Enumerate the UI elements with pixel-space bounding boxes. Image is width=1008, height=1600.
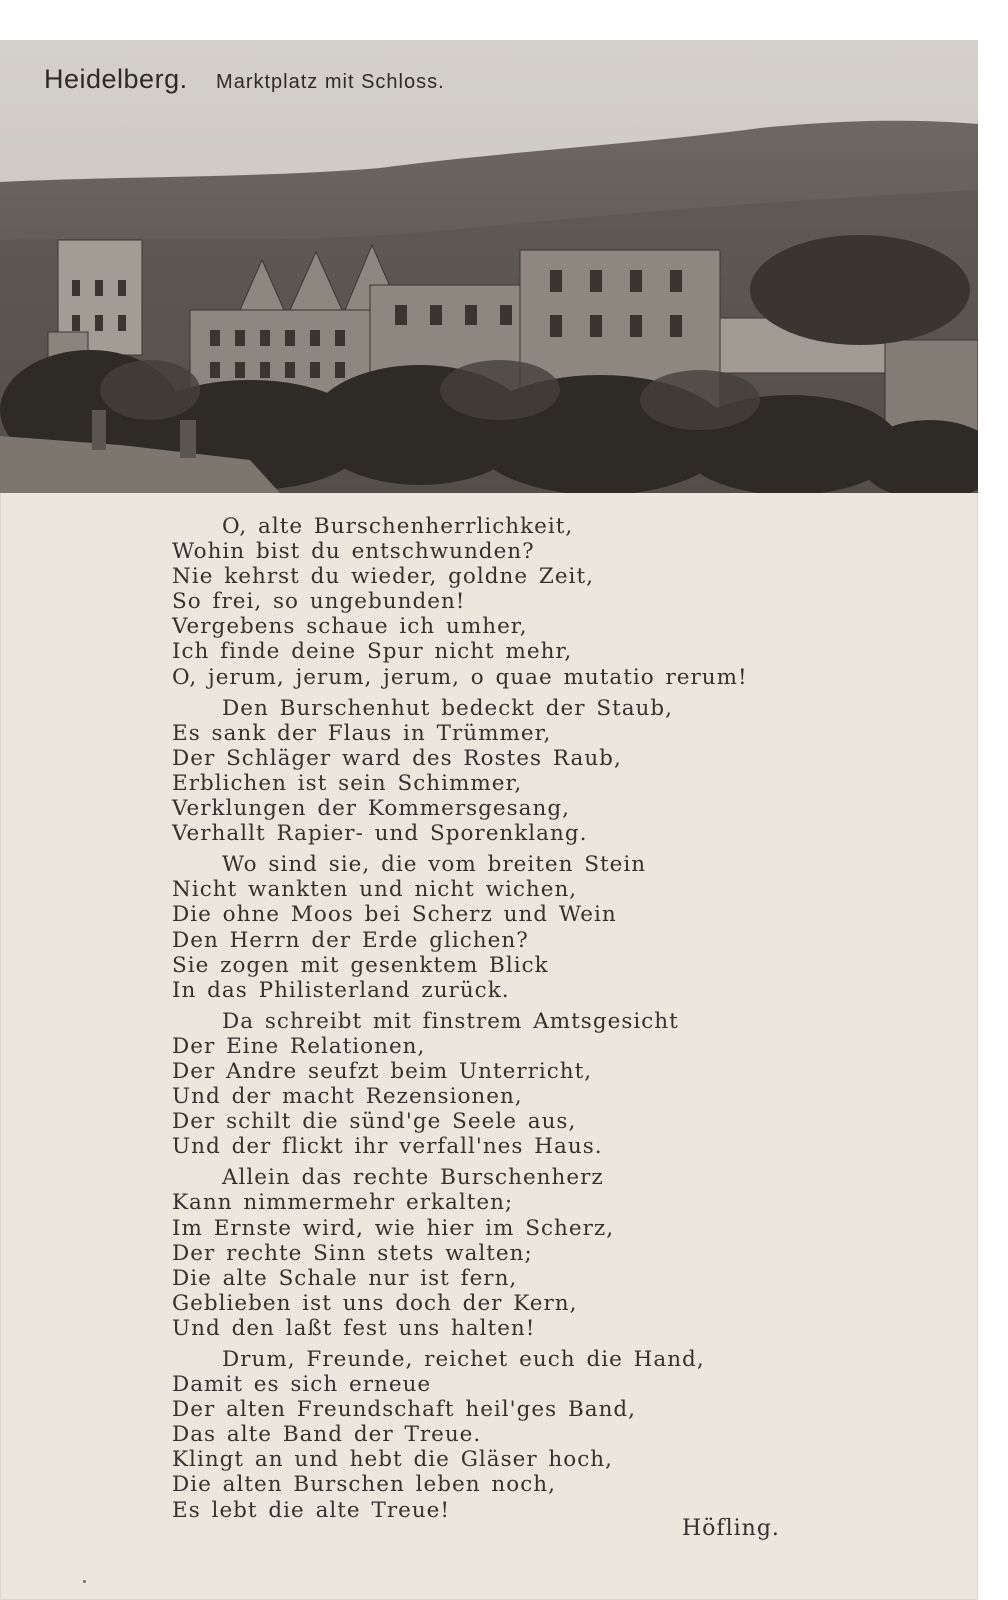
poem-line: In das Philisterland zurück.: [172, 977, 510, 1003]
stanza: [172, 1165, 812, 1341]
poem-line: Da schreibt mit finstrem Amtsgesicht: [222, 1008, 679, 1034]
poem-line: Der Andre seufzt beim Unterricht,: [172, 1058, 593, 1084]
caption-city: Heidelberg.: [44, 64, 188, 94]
poem-line: Die alte Schale nur ist fern,: [172, 1265, 518, 1291]
stanza: [172, 696, 812, 847]
poem: [172, 514, 812, 1529]
poem-line: Das alte Band der Treue.: [172, 1422, 482, 1448]
poem-line: Den Herrn der Erde glichen?: [172, 927, 529, 953]
poem-line: Der alten Freundschaft heil'ges Band,: [172, 1397, 637, 1423]
poem-line: Und der flickt ihr verfall'nes Haus.: [172, 1134, 603, 1160]
poem-line: Im Ernste wird, wie hier im Scherz,: [172, 1215, 615, 1241]
author-name: Höfling.: [682, 1516, 780, 1541]
stanza: [172, 514, 812, 690]
caption-place: Marktplatz mit Schloss.: [216, 71, 445, 93]
poem-line: O, jerum, jerum, jerum, o quae mutatio rerum!: [172, 664, 748, 690]
poem-line: Vergebens schaue ich umher,: [172, 614, 528, 640]
poem-line: Die ohne Moos bei Scherz und Wein: [172, 902, 617, 928]
poem-line: O, alte Burschenherrlichkeit,: [222, 514, 574, 539]
stanza: [172, 852, 812, 1003]
poem-line: Kann nimmermehr erkalten;: [172, 1190, 514, 1216]
stanza: [172, 1347, 812, 1523]
castle-photo: [0, 40, 978, 493]
poem-line: Ich finde deine Spur nicht mehr,: [172, 639, 573, 665]
poem-line: Der schilt die sünd'ge Seele aus,: [172, 1109, 577, 1135]
poem-line: Nie kehrst du wieder, goldne Zeit,: [172, 564, 594, 590]
poem-line: Drum, Freunde, reichet euch die Hand,: [222, 1347, 705, 1372]
poem-line: Nicht wankten und nicht wichen,: [172, 877, 578, 903]
poem-line: Erblichen ist sein Schimmer,: [172, 770, 523, 796]
poem-line: Sie zogen mit gesenktem Blick: [172, 952, 549, 978]
poem-line: Geblieben ist uns doch der Kern,: [172, 1290, 578, 1316]
poem-line: Verklungen der Kommersgesang,: [172, 796, 570, 822]
poem-line: Der Schläger ward des Rostes Raub,: [172, 745, 622, 771]
poem-line: Wo sind sie, die vom breiten Stein: [222, 852, 647, 878]
poem-line: Es sank der Flaus in Trümmer,: [172, 720, 552, 746]
poem-line: So frei, so ungebunden!: [172, 589, 466, 615]
poem-line: Der rechte Sinn stets walten;: [172, 1240, 533, 1266]
poem-line: Der Eine Relationen,: [172, 1033, 426, 1059]
poem-line: Und der macht Rezensionen,: [172, 1084, 523, 1110]
poem-line: Klingt an und hebt die Gläser hoch,: [172, 1447, 613, 1473]
photo-caption: [44, 64, 445, 95]
poem-line: Wohin bist du entschwunden?: [172, 539, 535, 565]
poem-line: Damit es sich erneue: [172, 1372, 432, 1398]
poem-line: Es lebt die alte Treue!: [172, 1497, 451, 1523]
poem-line: Den Burschenhut bedeckt der Staub,: [222, 695, 673, 721]
poem-line: Die alten Burschen leben noch,: [172, 1472, 556, 1498]
paper-speck: [83, 1580, 86, 1583]
poem-line: Und den laßt fest uns halten!: [172, 1315, 536, 1341]
poem-line: Allein das rechte Burschenherz: [222, 1165, 604, 1191]
stanza: [172, 1009, 812, 1160]
poem-line: Verhallt Rapier- und Sporenklang.: [172, 821, 588, 847]
